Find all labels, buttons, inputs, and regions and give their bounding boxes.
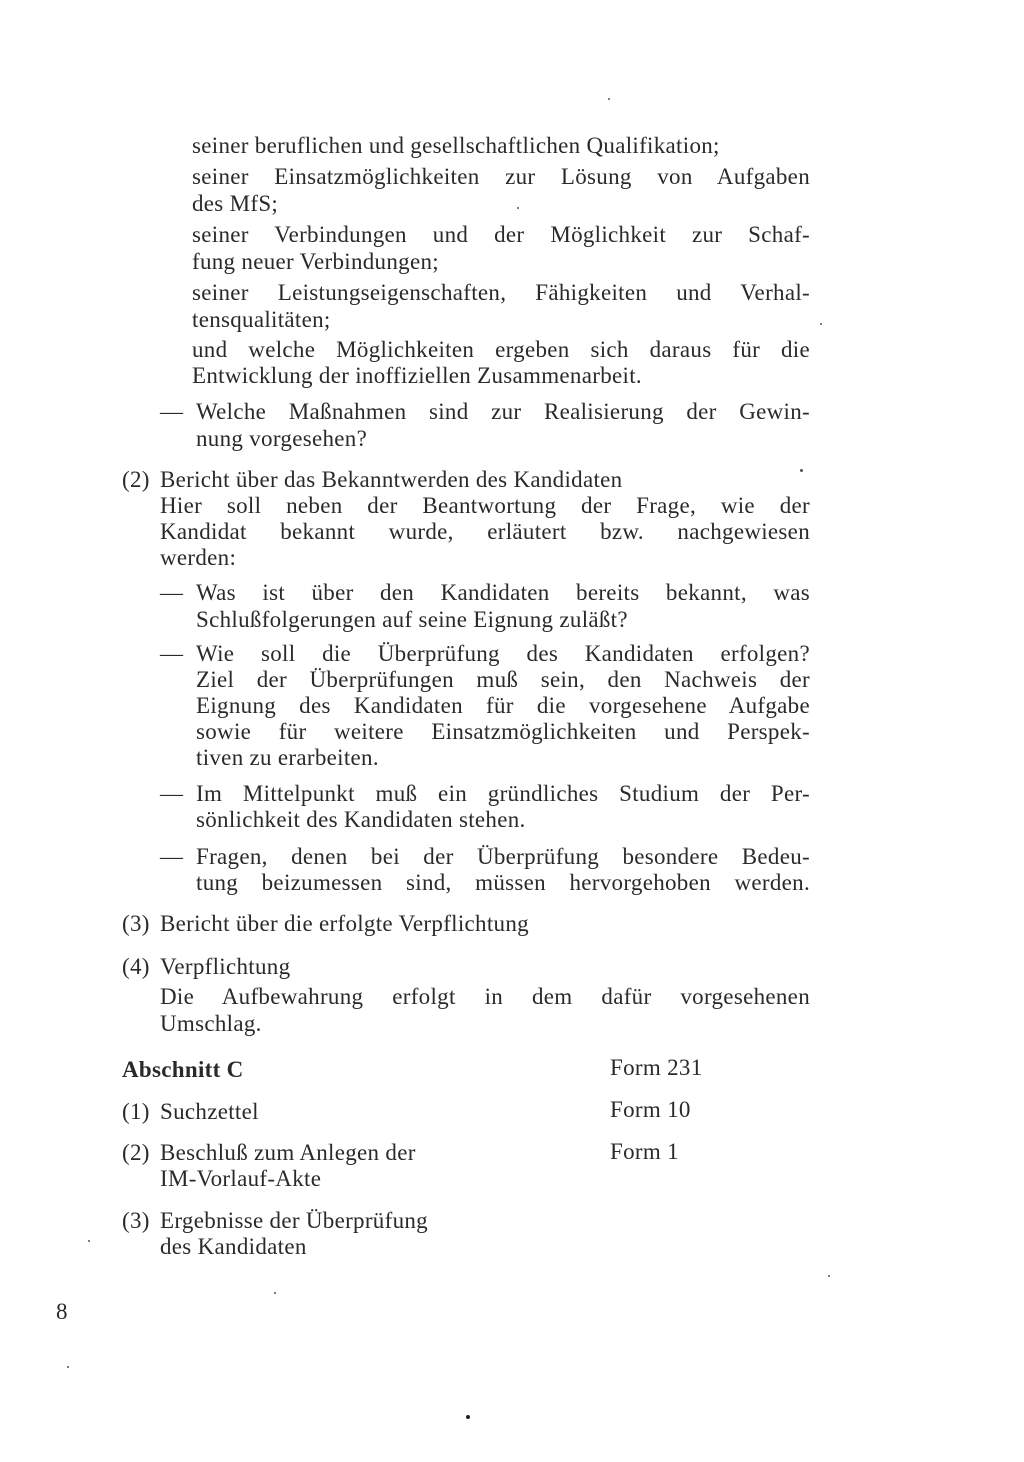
text-line: des MfS;: [192, 191, 279, 216]
text-line: werden:: [160, 545, 237, 570]
form-reference: Form 231: [610, 1055, 703, 1080]
item-number: (2): [122, 1140, 150, 1165]
scan-speck: [800, 469, 803, 472]
section-heading: Abschnitt C: [122, 1057, 244, 1082]
page-number: 8: [56, 1299, 68, 1324]
text-line: tensqualitäten;: [192, 307, 331, 332]
text-line: Wie soll die Überprüfung des Kandidaten erfolgen?: [196, 641, 810, 666]
text-line: Eignung des Kandidaten für die vorgesehene Aufgabe: [196, 693, 810, 718]
bullet-dash: —: [160, 781, 184, 806]
text-line: Schlußfolgerungen auf seine Eignung zuläßt?: [196, 607, 628, 632]
text-line: Fragen, denen bei der Überprüfung besondere Bedeu-: [196, 844, 810, 869]
text-line: sönlichkeit des Kandidaten stehen.: [196, 807, 526, 832]
item-number: (2): [122, 467, 150, 492]
text-line: Die Aufbewahrung erfolgt in dem dafür vorgesehenen: [160, 984, 810, 1009]
text-line: nung vorgesehen?: [196, 426, 368, 451]
text-line: des Kandidaten: [160, 1234, 307, 1259]
text-line: fung neuer Verbindungen;: [192, 249, 439, 274]
scan-speck: [828, 1275, 830, 1277]
text-line: Ergebnisse der Überprüfung: [160, 1208, 428, 1233]
form-reference: Form 1: [610, 1139, 679, 1164]
form-reference: Form 10: [610, 1097, 691, 1122]
bullet-dash: —: [160, 641, 184, 666]
text-line: Verpflichtung: [160, 954, 291, 979]
scan-speck: [466, 1415, 470, 1419]
text-line: Was ist über den Kandidaten bereits bekannt, was: [196, 580, 810, 605]
item-number: (1): [122, 1099, 150, 1124]
text-line: tung beizumessen sind, müssen hervorgehoben werden.: [196, 870, 810, 895]
text-line: und welche Möglichkeiten ergeben sich daraus für die: [192, 337, 810, 362]
text-line: seiner Einsatzmöglichkeiten zur Lösung von Aufgaben: [192, 164, 810, 189]
text-line: Bericht über die erfolgte Verpflichtung: [160, 911, 529, 936]
text-line: IM-Vorlauf-Akte: [160, 1166, 322, 1191]
bullet-dash: —: [160, 844, 184, 869]
scan-speck: [820, 323, 822, 325]
text-line: sowie für weitere Einsatzmöglichkeiten und Perspek-: [196, 719, 810, 744]
item-number: (3): [122, 911, 150, 936]
scan-speck: [608, 98, 610, 100]
text-line: seiner beruflichen und gesellschaftlichen Qualifikation;: [192, 133, 720, 158]
scan-speck: [517, 207, 519, 209]
scan-speck: [274, 1292, 276, 1294]
text-line: Kandidat bekannt wurde, erläutert bzw. nachgewiesen: [160, 519, 810, 544]
scan-speck: [88, 1240, 90, 1242]
text-line: Welche Maßnahmen sind zur Realisierung der Gewin-: [196, 399, 810, 424]
text-line: Ziel der Überprüfungen muß sein, den Nachweis der: [196, 667, 810, 692]
text-line: Bericht über das Bekanntwerden des Kandidaten: [160, 467, 623, 492]
text-line: Beschluß zum Anlegen der: [160, 1140, 416, 1165]
item-number: (3): [122, 1208, 150, 1233]
text-line: Suchzettel: [160, 1099, 259, 1124]
text-line: tiven zu erarbeiten.: [196, 745, 379, 770]
text-line: Umschlag.: [160, 1011, 262, 1036]
text-line: Entwicklung der inoffiziellen Zusammenarbeit.: [192, 363, 642, 388]
text-line: seiner Leistungseigenschaften, Fähigkeiten und Verhal-: [192, 280, 810, 305]
item-number: (4): [122, 954, 150, 979]
text-line: seiner Verbindungen und der Möglichkeit zur Schaf-: [192, 222, 810, 247]
scan-speck: [67, 1366, 69, 1368]
text-line: Im Mittelpunkt muß ein gründliches Studium der Per-: [196, 781, 810, 806]
bullet-dash: —: [160, 399, 184, 424]
bullet-dash: —: [160, 580, 184, 605]
text-line: Hier soll neben der Beantwortung der Frage, wie der: [160, 493, 810, 518]
